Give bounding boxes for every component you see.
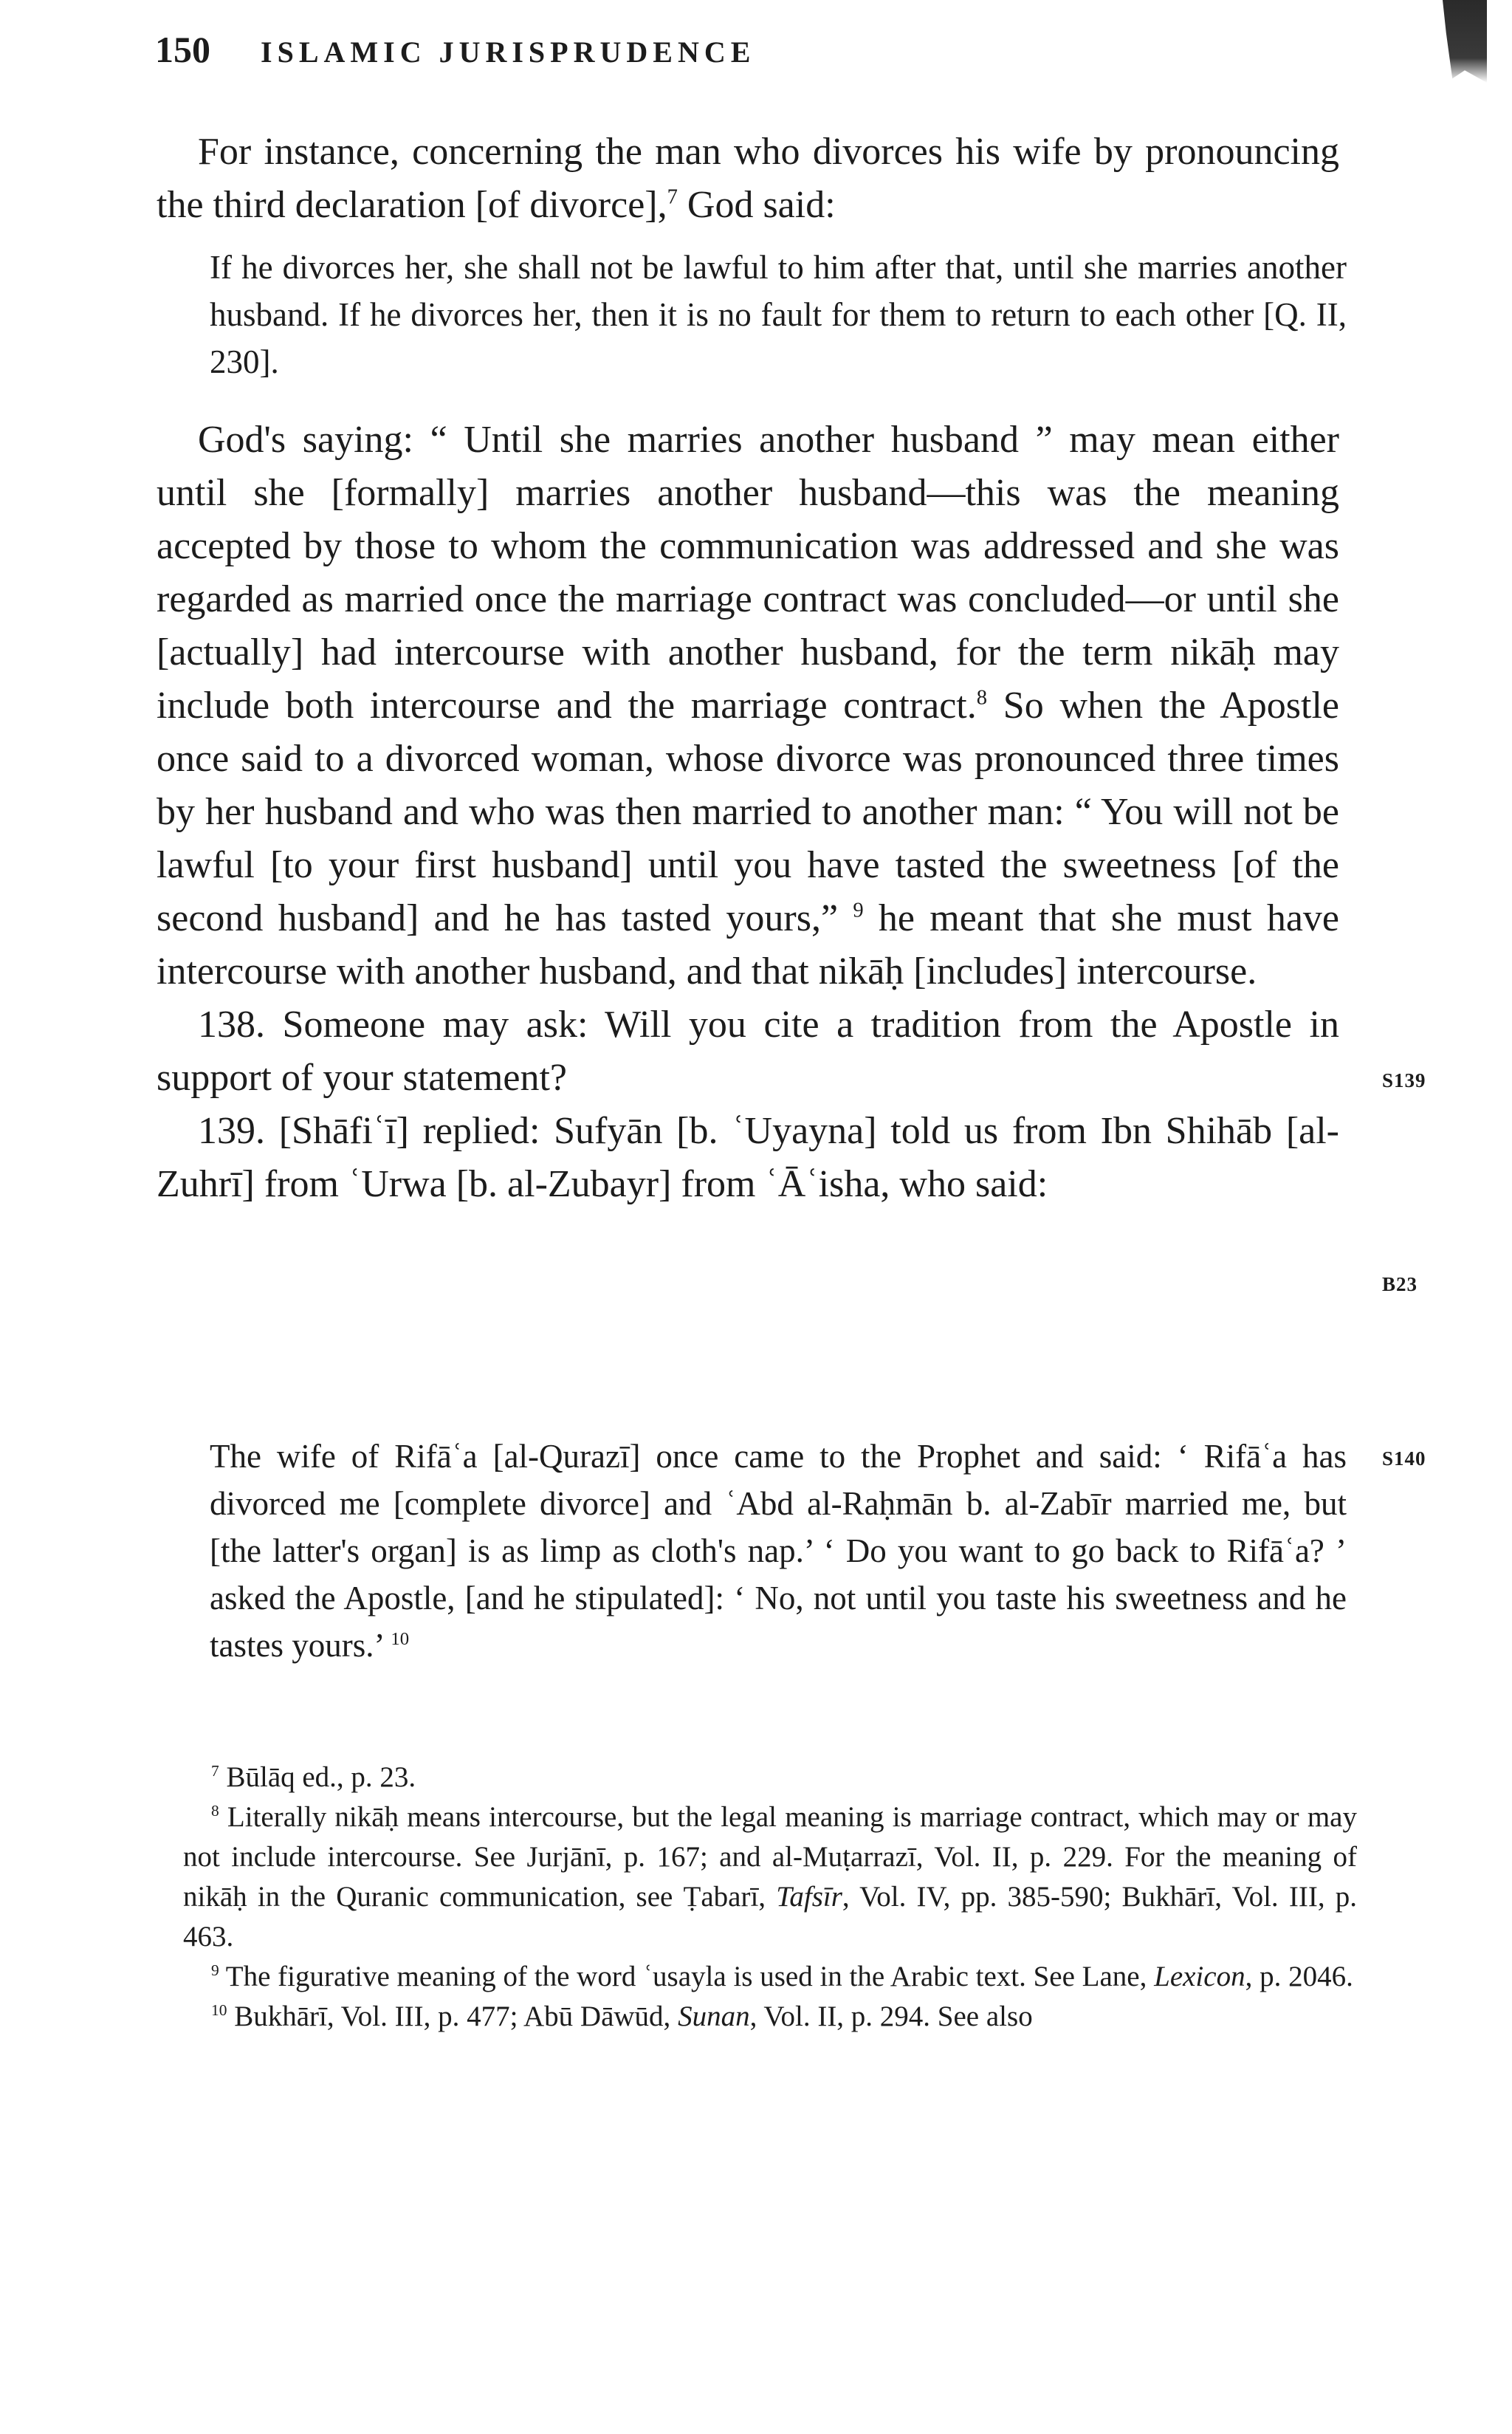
hadith-quote — [210, 1433, 1347, 1669]
paragraph-intro: For instance, concerning the man who divorces his wife by pronouncing the third declaration [of divorce],$^7$ God said: — [157, 131, 1339, 226]
footnote-ref-9: 9 — [853, 899, 864, 922]
hadith-text: The wife of Rifāʿa [al-Qurazī] once came to the Prophet and said: ‘ Rifāʿa has divorced me [complete divorce] and ʿAbd al-Raḥmān b. al-Zabīr married me, but [the latter's organ] is as limp as cloth's nap.’ ‘ Do you want to go back to Rifāʿa? ’ asked the Apostle, [and he stipulated]: ‘ No, not until you taste his sweetness and he tastes yours.’ $^{10}$ — [210, 1438, 1347, 1664]
margin-note-s140: S140 — [1382, 1447, 1426, 1470]
footnotes-section — [183, 1758, 1357, 2037]
running-title: ISLAMIC JURISPRUDENCE — [261, 35, 756, 69]
footnote-ref-7: 7 — [667, 185, 678, 209]
paragraph-interpretation: God's saying: “ Until she marries another husband ” may mean either until she [formally] marries another husband—this was the meaning accepted by those to whom the communication was addressed and she was regarded as married once the marriage contract was concluded—or until she [actually] had intercourse with another husband, for the term nikāḥ may include both intercourse and the marriage contract.$^8$ So when the Apostle once said to a divorced woman, whose divorce was pronounced three times by her husband and who was then married to another man: “ You will not be lawful [to your first husband] until you have tasted the sweetness [of the second husband] and he has tasted yours,” $^9$ he meant that she must have intercourse with another husband, and that nikāḥ [includes] intercourse. — [157, 419, 1339, 993]
scan-corner-mark — [1443, 0, 1487, 83]
paragraph-block-2 — [157, 414, 1339, 1211]
paragraph-138: 138. Someone may ask: Will you cite a tradition from the Apostle in support of your statement? — [157, 1004, 1339, 1099]
page-number: 150 — [155, 29, 210, 70]
footnote-8: $^8$ Literally nikāḥ means intercourse, but the legal meaning is marriage contract, which may or may not include intercourse. See Jurjānī, p. 167; and al-Muṭarrazī, Vol. II, p. 229. For the meaning of nikāḥ in the Quranic communication, see Ṭabarī, Tafsīr, Vol. IV, pp. 385-590; Bukhārī, Vol. III, p. 463. — [183, 1801, 1358, 1953]
footnote-7: $^7$ Būlāq ed., p. 23. — [211, 1761, 416, 1793]
footnote-10: $^{10}$ Bukhārī, Vol. III, p. 477; Abū Dāwūd, Sunan, Vol. II, p. 294. See also — [211, 2001, 1033, 2032]
footnote-9: $^9$ The figurative meaning of the word ʿusayla is used in the Arabic text. See Lane, Lexicon, p. 2046. — [211, 1961, 1353, 1992]
footnote-ref-10: 10 — [391, 1629, 410, 1649]
paragraph-block-1 — [157, 126, 1339, 232]
margin-note-b23: B23 — [1382, 1273, 1418, 1295]
margin-note-s139: S139 — [1382, 1069, 1426, 1091]
paragraph-139: 139. [Shāfiʿī] replied: Sufyān [b. ʿUyayna] told us from Ibn Shihāb [al-Zuhrī] from ʿUrwa [b. al-Zubayr] from ʿĀʿisha, who said: — [157, 1110, 1339, 1205]
footnote-ref-8: 8 — [976, 686, 988, 710]
quran-quote — [210, 244, 1347, 385]
page-header — [155, 28, 755, 87]
quote-text: If he divorces her, she shall not be lawful to him after that, until she marries another husband. If he divorces her, then it is no fault for them to return to each other [Q. II, 230]. — [210, 249, 1347, 380]
